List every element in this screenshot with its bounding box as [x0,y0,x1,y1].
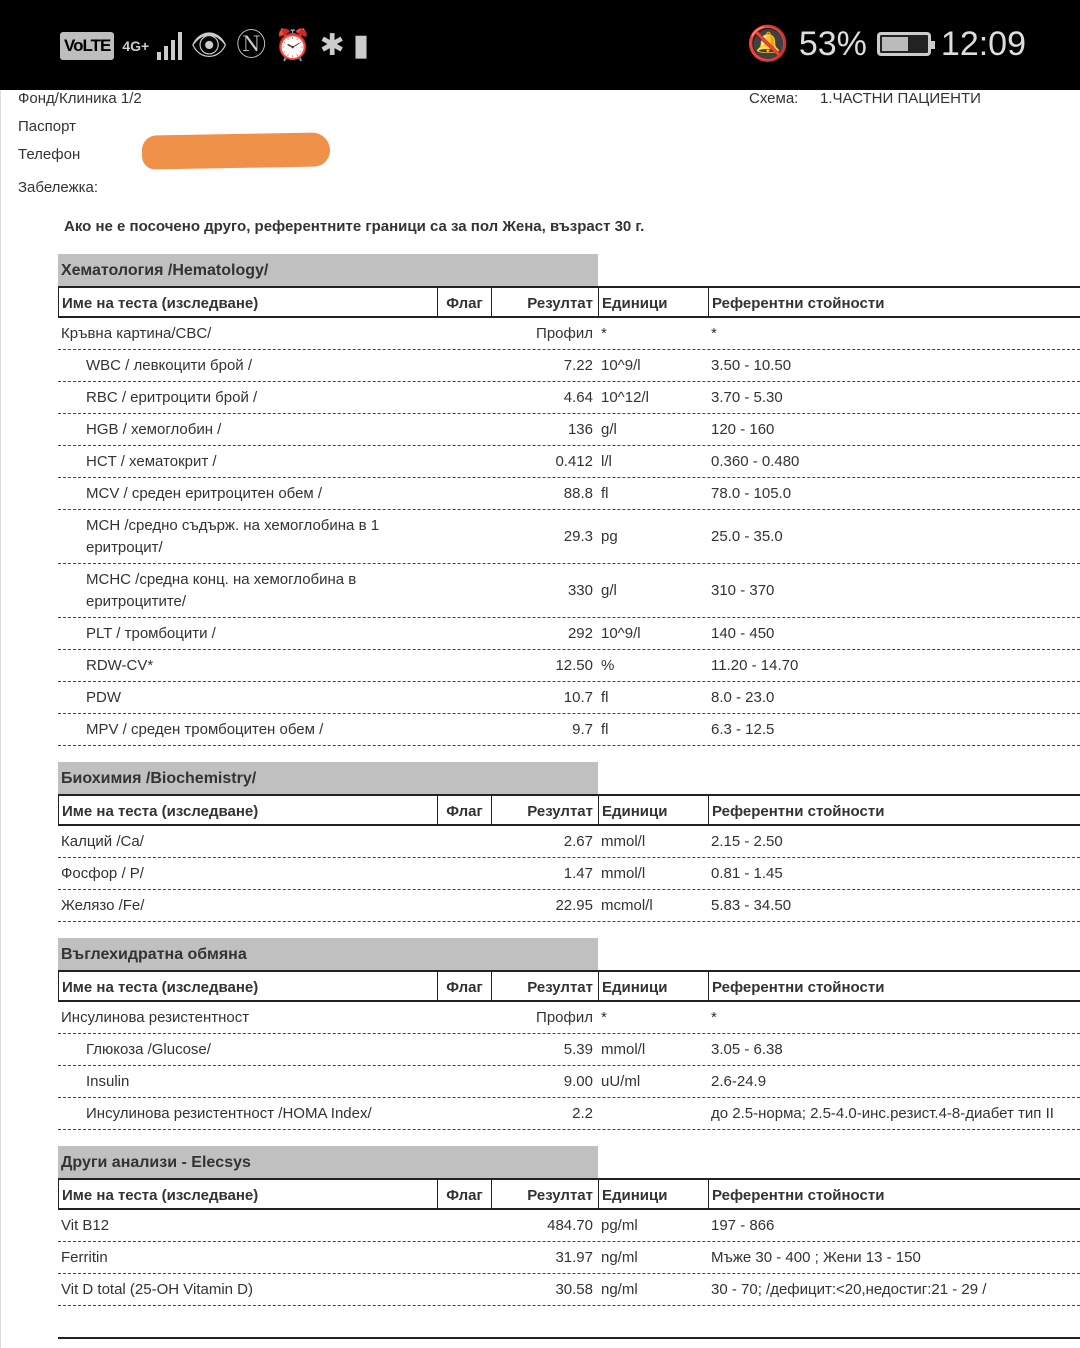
table-row [58,564,1080,618]
result: 484.70 [547,1216,593,1234]
reference-range: 78.0 - 105.0 [711,484,792,502]
units: mmol/l [601,832,646,850]
table-row [58,382,1080,414]
col-name-header: Име на теста (изследване) [59,288,438,316]
reference-range: * [711,1008,717,1026]
reference-range: 30 - 70; /дефицит:<20,недостиг:21 - 29 / [711,1280,987,1298]
nfc-icon: Ⓝ [236,29,267,62]
reference-range: 0.360 - 0.480 [711,452,800,470]
result: 5.39 [563,1040,593,1058]
table-row [58,350,1080,382]
result: 9.00 [563,1072,593,1090]
result: 22.95 [555,896,593,914]
reference-range: 2.6-24.9 [711,1072,767,1090]
col-name-header: Име на теста (изследване) [59,1180,438,1208]
result: 2.2 [572,1104,593,1122]
reference-range: до 2.5-норма; 2.5-4.0-инс.резист.4-8-диабет тип II [711,1104,1054,1122]
end-divider [58,1337,1080,1339]
units: mcmol/l [601,896,653,914]
reference-range: 6.3 - 12.5 [711,720,775,738]
test-name: RDW-CV* [86,656,154,674]
table-row [58,1274,1080,1306]
result: 136 [567,420,593,438]
col-units-header: Единици [599,1180,709,1208]
table-row [58,1210,1080,1242]
clock: 12:09 [940,24,1026,63]
result: 88.8 [563,484,593,502]
col-name-header: Име на теста (изследване) [59,796,438,824]
remark-label: Забележка: [18,179,99,196]
test-name: Кръвна картина/CBC/ [61,324,212,342]
test-name: Глюкоза /Glucose/ [86,1040,211,1058]
col-result-header: Резултат [492,1180,599,1208]
col-result-header: Резултат [492,796,599,824]
scheme-value: 1.ЧАСТНИ ПАЦИЕНТИ [820,90,981,107]
table-row [58,478,1080,510]
units: pg/ml [601,1216,638,1234]
phone-label: Телефон [18,146,81,163]
result: 7.22 [563,356,593,374]
table-header [58,1178,1080,1210]
col-ref-header: Референтни стойности [712,979,885,996]
result: 292 [567,624,593,642]
col-flag-header: Флаг [438,796,492,824]
table-row [58,826,1080,858]
table-header [58,286,1080,318]
units: 10^9/l [601,624,641,642]
units: g/l [601,581,617,599]
units: uU/ml [601,1072,641,1090]
table-row [58,890,1080,922]
result: 330 [567,581,593,599]
result: 12.50 [555,656,593,674]
units: pg [601,527,618,545]
result: 2.67 [563,832,593,850]
table-row [58,618,1080,650]
alarm-icon: ⏰ [274,29,312,62]
table-row [58,446,1080,478]
units: mmol/l [601,864,646,882]
col-name-header: Име на теста (изследване) [59,972,438,1000]
bluetooth-icon: ✱ [319,29,345,62]
fund-label: Фонд/Клиника 1/2 [18,90,142,107]
table-row [58,858,1080,890]
battery-percent: 53% [798,24,867,63]
table-row [58,414,1080,446]
col-ref-header: Референтни стойности [712,803,885,820]
network-type: 4G+ [122,38,150,54]
test-name: Инсулинова резистентност /HOMA Index/ [86,1104,372,1122]
table-row [58,1098,1080,1130]
result: 29.3 [563,527,593,545]
result: 30.58 [555,1280,593,1298]
test-name: Insulin [86,1072,130,1090]
units: ng/ml [601,1280,638,1298]
units: fl [601,720,609,738]
units: fl [601,484,609,502]
test-name: MCH /средно съдърж. на хемоглобина в 1 еритроцит/ [86,516,380,556]
col-ref-header: Референтни стойности [712,1187,885,1204]
reference-range: * [711,324,717,342]
table-row [58,1002,1080,1034]
result: Профил [536,1008,593,1026]
test-name: Vit D total (25-OH Vitamin D) [61,1280,254,1298]
col-result-header: Резултат [492,288,599,316]
units: ng/ml [601,1248,638,1266]
table-row [58,650,1080,682]
units: l/l [601,452,612,470]
redaction-mark [142,132,331,169]
result: 9.7 [572,720,593,738]
table-row [58,1242,1080,1274]
test-name: MCV / среден еритроцитен обем / [86,484,323,502]
table-row [58,1034,1080,1066]
test-name: RBC / еритроцити брой / [86,388,258,406]
test-name: HCT / хематокрит / [86,452,217,470]
reference-range: 3.70 - 5.30 [711,388,783,406]
table-header [58,794,1080,826]
reference-range: 25.0 - 35.0 [711,527,783,545]
units: % [601,656,615,674]
col-flag-header: Флаг [438,972,492,1000]
results-section [58,1146,1080,1306]
mute-bell-icon: 🔕 [746,25,789,63]
units: mmol/l [601,1040,646,1058]
reference-range: 2.15 - 2.50 [711,832,783,850]
status-bar [0,0,1080,90]
result: 31.97 [555,1248,593,1266]
passport-label: Паспорт [18,118,76,135]
eye-comfort-icon: 👁 [190,29,229,62]
col-units-header: Единици [599,796,709,824]
table-row [58,318,1080,350]
test-name: Ferritin [61,1248,108,1266]
table-header [58,970,1080,1002]
table-row [58,510,1080,564]
test-name: WBC / левкоцити брой / [86,356,253,374]
units: fl [601,688,609,706]
reference-range: 3.50 - 10.50 [711,356,792,374]
section-title: Въглехидратна обмяна [58,938,598,970]
results-section [58,254,1080,746]
reference-range: 5.83 - 34.50 [711,896,792,914]
reference-range: 8.0 - 23.0 [711,688,775,706]
table-row [58,682,1080,714]
section-title: Други анализи - Elecsys [58,1146,598,1178]
col-units-header: Единици [599,288,709,316]
col-units-header: Единици [599,972,709,1000]
reference-note: Ако не е посочено друго, референтните граници са за пол Жена, възраст 30 г. [64,218,645,235]
test-name: HGB / хемоглобин / [86,420,222,438]
page-edge [0,90,1,1348]
test-name: MPV / среден тромбоцитен обем / [86,720,324,738]
result: 0.412 [555,452,593,470]
section-title: Хематология /Hematology/ [58,254,598,286]
units: 10^12/l [601,388,649,406]
units: g/l [601,420,617,438]
bluetooth-battery-icon: ▮ [352,29,370,62]
signal-icon [157,32,182,60]
units: 10^9/l [601,356,641,374]
table-row [58,714,1080,746]
result: 1.47 [563,864,593,882]
units: * [601,1008,607,1026]
results-section [58,762,1080,922]
test-name: MCHC /средна конц. на хемоглобина в еритроцитите/ [86,570,357,610]
units: * [601,324,607,342]
result: 10.7 [563,688,593,706]
col-flag-header: Флаг [438,1180,492,1208]
test-name: Калций /Ca/ [61,832,144,850]
volte-icon: VoLTE [60,32,114,60]
col-result-header: Резултат [492,972,599,1000]
table-row [58,1066,1080,1098]
reference-range: 197 - 866 [711,1216,775,1234]
test-name: PDW [86,688,121,706]
test-name: PLT / тромбоцити / [86,624,216,642]
reference-range: 120 - 160 [711,420,775,438]
result: 4.64 [563,388,593,406]
test-name: Vit B12 [61,1216,110,1234]
test-name: Желязо /Fe/ [61,896,145,914]
results-section [58,938,1080,1130]
test-name: Инсулинова резистентност [61,1008,250,1026]
result: Профил [536,324,593,342]
col-flag-header: Флаг [438,288,492,316]
test-name: Фосфор / P/ [61,864,144,882]
col-ref-header: Референтни стойности [712,295,885,312]
scheme-label: Схема: [749,90,799,107]
reference-range: 140 - 450 [711,624,775,642]
section-title: Биохимия /Biochemistry/ [58,762,598,794]
battery-saver-icon [877,32,931,56]
reference-range: Мъже 30 - 400 ; Жени 13 - 150 [711,1248,921,1266]
reference-range: 3.05 - 6.38 [711,1040,783,1058]
reference-range: 310 - 370 [711,581,775,599]
reference-range: 11.20 - 14.70 [711,656,799,674]
reference-range: 0.81 - 1.45 [711,864,783,882]
